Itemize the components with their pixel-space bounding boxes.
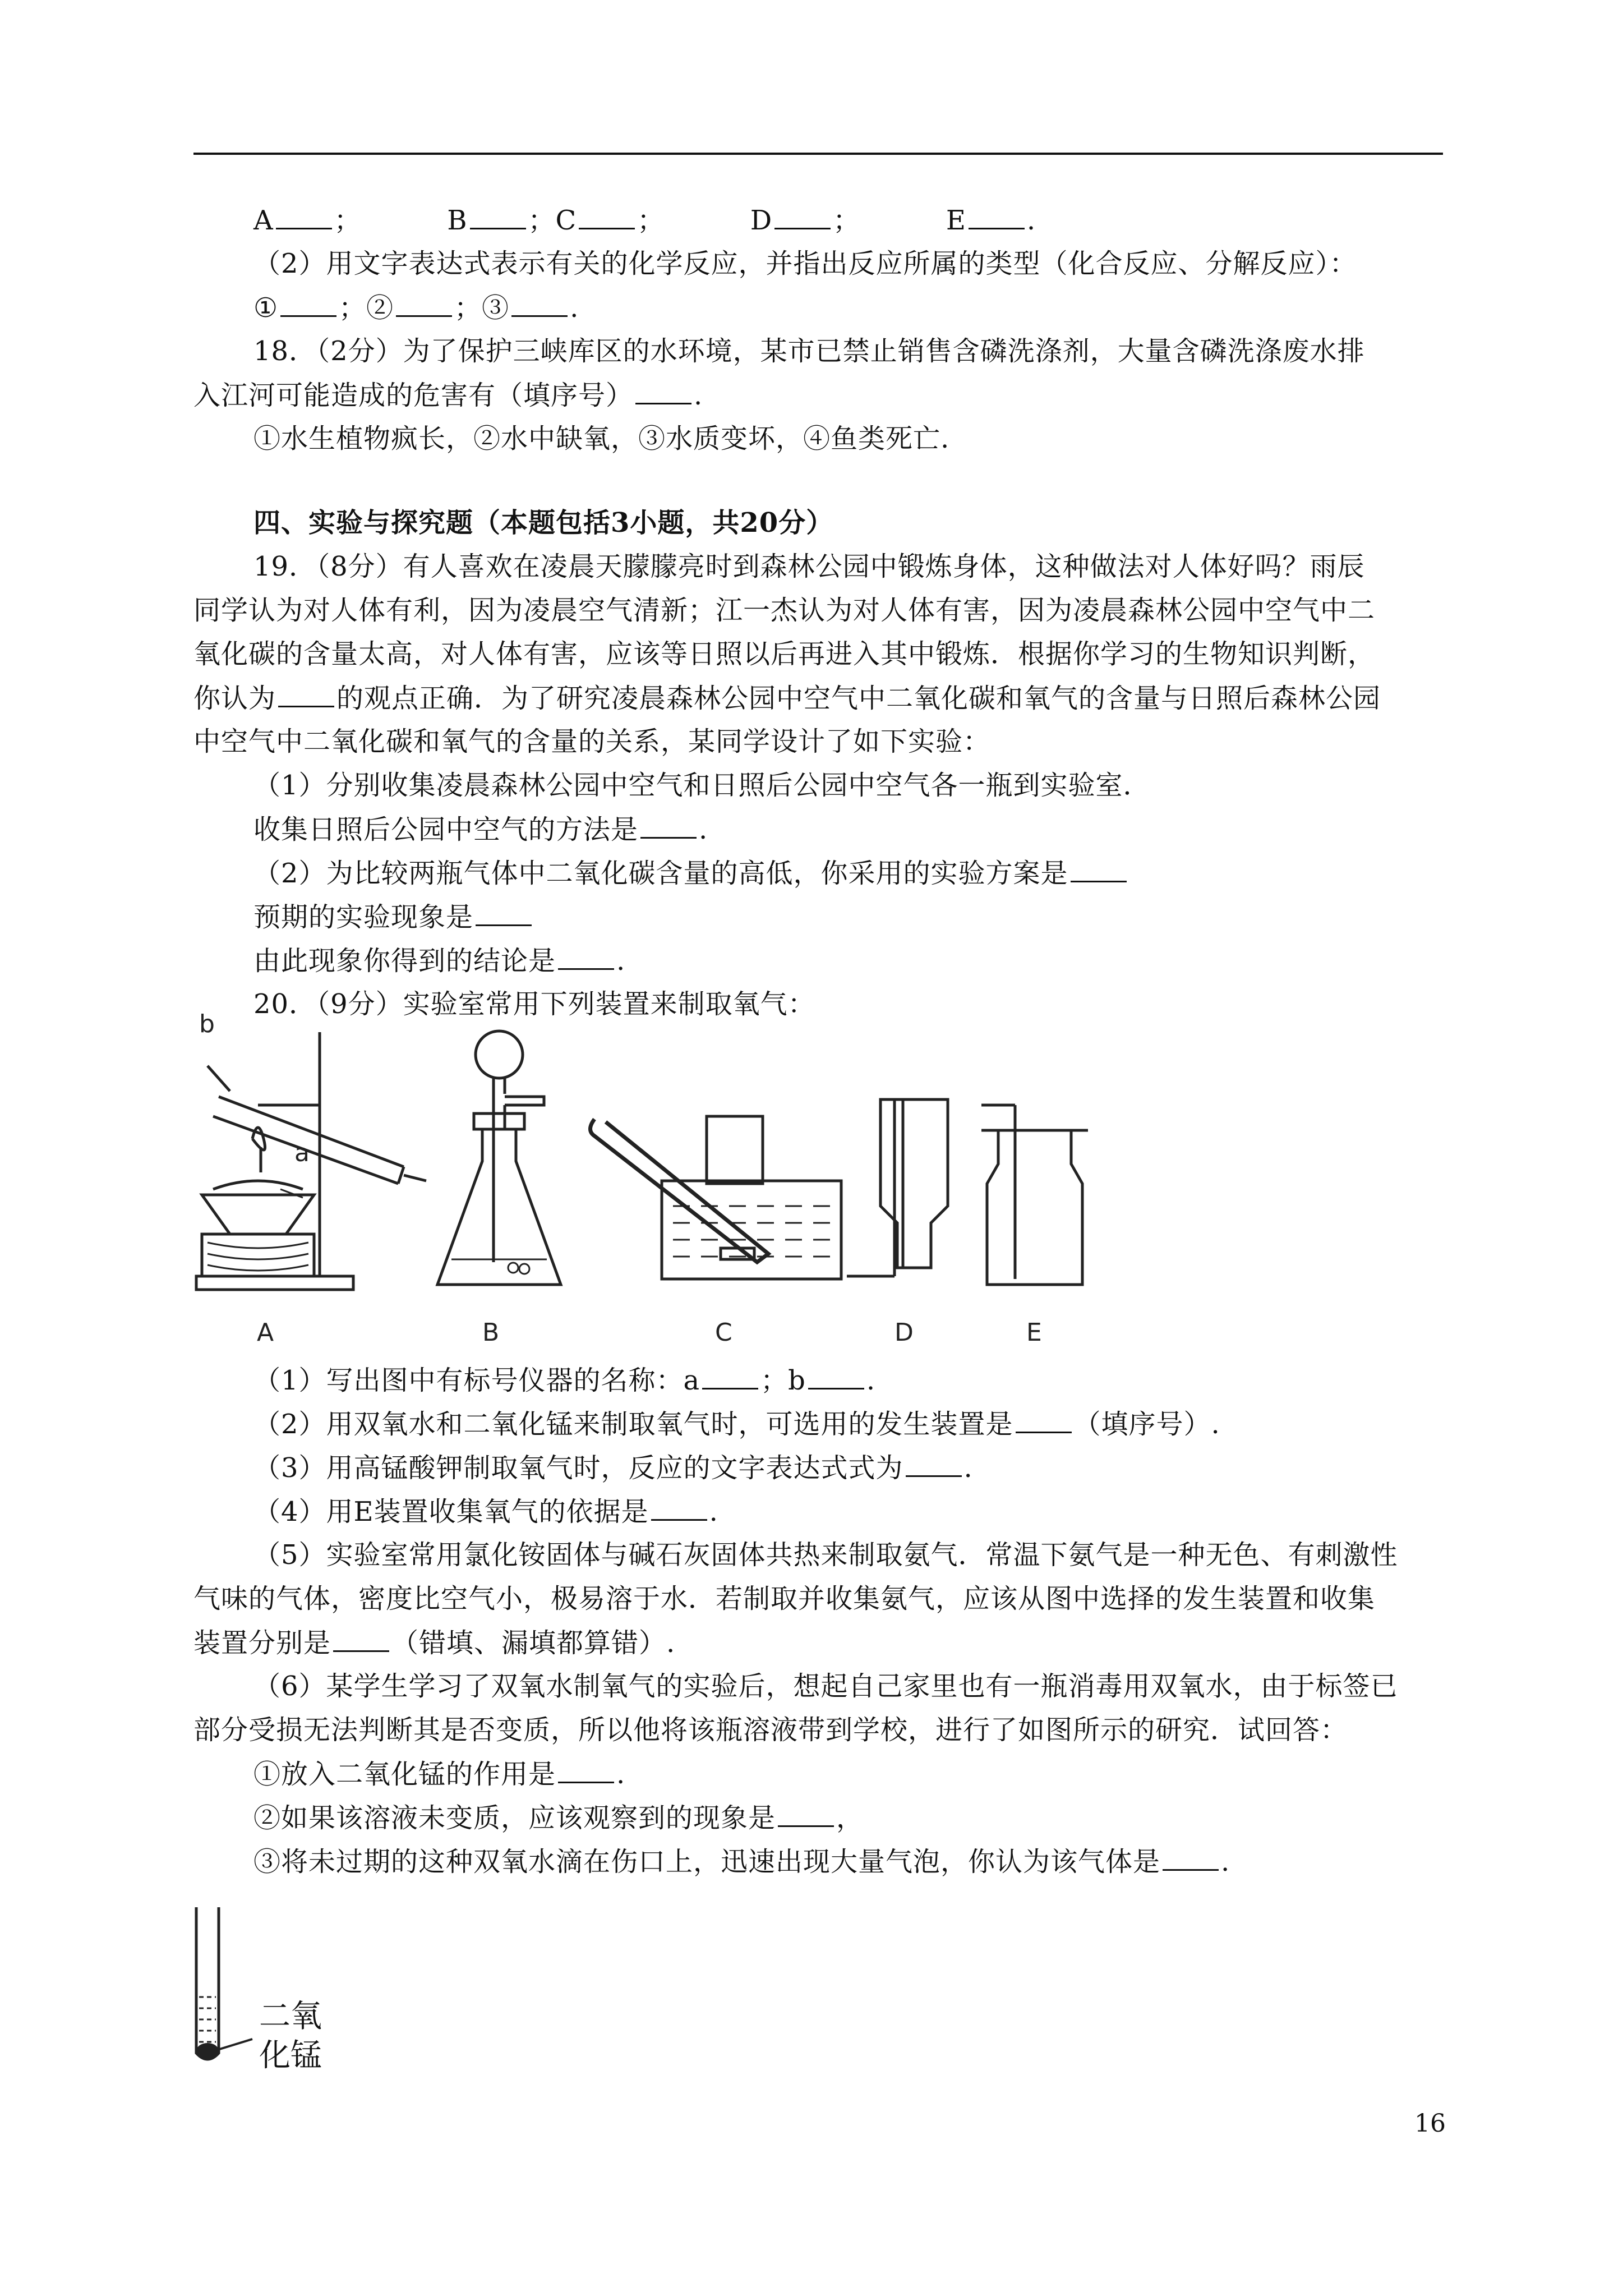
tube-label-line1: 二氧	[259, 1998, 322, 2035]
q19-step1: （1）分别收集凌晨森林公园中空气和日照后公园中空气各一瓶到实验室．	[253, 770, 1151, 801]
q19-step2b: 预期的实验现象是	[253, 900, 1503, 934]
q17-part2-blanks: ① ；② ；③ .	[253, 291, 1503, 325]
q20-step6-line2: 部分受损无法判断其是否变质，所以他将该瓶溶液带到学校，进行了如图所示的研究．试回答：	[193, 1714, 1348, 1746]
q20-step2: （2）用双氧水和二氧化锰来制取氧气时，可选用的发生装置是 （填序号）.	[253, 1407, 1503, 1441]
apparatus-d	[847, 1099, 948, 1276]
fig-label-B: B	[482, 1318, 500, 1347]
q19-step2c: 由此现象你得到的结论是 .	[253, 944, 1503, 978]
q19-line2: 同学认为对人体有利，因为凌晨空气清新；江一杰认为对人体有害，因为凌晨森林公园中空气中二	[193, 595, 1376, 626]
q20-step6a: ①放入二氧化锰的作用是 .	[253, 1757, 1503, 1791]
q20-intro: 20．（9分）实验室常用下列装置来制取氧气：	[253, 988, 815, 1020]
q20-step6-line1: （6）某学生学习了双氧水制氧气的实验后，想起自己家里也有一瓶消毒用双氧水，由于标签已	[253, 1671, 1398, 1702]
q19-line1: 19．（8分）有人喜欢在凌晨天朦朦亮时到森林公园中锻炼身体，这种做法对人体好吗？雨辰	[253, 551, 1365, 582]
fig-label-C: C	[715, 1318, 732, 1347]
apparatus-b	[437, 1031, 561, 1285]
q20-step1: （1）写出图中有标号仪器的名称：a ；b .	[253, 1363, 1503, 1397]
q20-step3: （3）用高锰酸钾制取氧气时，反应的文字表达式式为 .	[253, 1451, 1503, 1485]
q17-part2: （2）用文字表达式表示有关的化学反应，并指出反应所属的类型（化合反应、分解反应）：	[253, 248, 1357, 279]
apparatus-figure	[191, 1010, 1099, 1358]
apparatus-a	[196, 1032, 426, 1290]
q20-step6b: ②如果该溶液未变质，应该观察到的现象是 ，	[253, 1801, 1503, 1835]
q19-line4: 你认为 的观点正确．为了研究凌晨森林公园中空气中二氧化碳和氧气的含量与日照后森林公园	[193, 681, 1443, 715]
q20-step6c: ③将未过期的这种双氧水滴在伤口上，迅速出现大量气泡，你认为该气体是 .	[253, 1844, 1503, 1879]
fig-label-D: D	[895, 1318, 914, 1347]
q20-step5-line1: （5）实验室常用氯化铵固体与碱石灰固体共热来制取氨气．常温下氨气是一种无色、有刺激性	[253, 1539, 1398, 1571]
q20-step4: （4）用E装置收集氧气的依据是 .	[253, 1494, 1503, 1529]
label-b: b	[199, 1010, 215, 1038]
manganese-dioxide-blob	[196, 2043, 219, 2059]
q19-line3: 氧化碳的含量太高，对人体有害，应该等日照以后再进入其中锻炼．根据你学习的生物知识判断，	[193, 638, 1376, 670]
q20-step5-line3: 装置分别是 （错填、漏填都算错）.	[193, 1626, 1443, 1660]
q18-line2: 入江河可能造成的危害有（填序号） .	[193, 378, 1443, 412]
header-rule	[193, 153, 1443, 155]
q20-step5-line2: 气味的气体，密度比空气小，极易溶于水．若制取并收集氨气，应该从图中选择的发生装置和收集	[193, 1583, 1376, 1614]
answer-line-abcde: A ； B ；C ； D ； E .	[253, 203, 1503, 237]
page-number: 16	[1414, 2109, 1446, 2138]
q18-options: ①水生植物疯长，②水中缺氧，③水质变坏，④鱼类死亡.	[253, 423, 950, 454]
section-4-heading: 四、实验与探究题（本题包括3小题，共20分）	[253, 507, 834, 539]
fig-label-E: E	[1026, 1318, 1042, 1347]
q19-line5: 中空气中二氧化碳和氧气的含量的关系，某同学设计了如下实验：	[193, 726, 991, 757]
q19-step2: （2）为比较两瓶气体中二氧化碳含量的高低，你采用的实验方案是	[253, 856, 1503, 890]
q19-step1b: 收集日照后公园中空气的方法是 .	[253, 812, 1503, 846]
apparatus-e	[981, 1105, 1088, 1285]
tube-label-line2: 化锰	[259, 2037, 322, 2074]
label-a: a	[294, 1139, 310, 1167]
q18-line1: 18．（2分）为了保护三峡库区的水环境，某市已禁止销售含磷洗涤剂，大量含磷洗涤废水排	[253, 335, 1365, 367]
fig-label-A: A	[257, 1318, 274, 1347]
apparatus-c	[591, 1116, 842, 1279]
